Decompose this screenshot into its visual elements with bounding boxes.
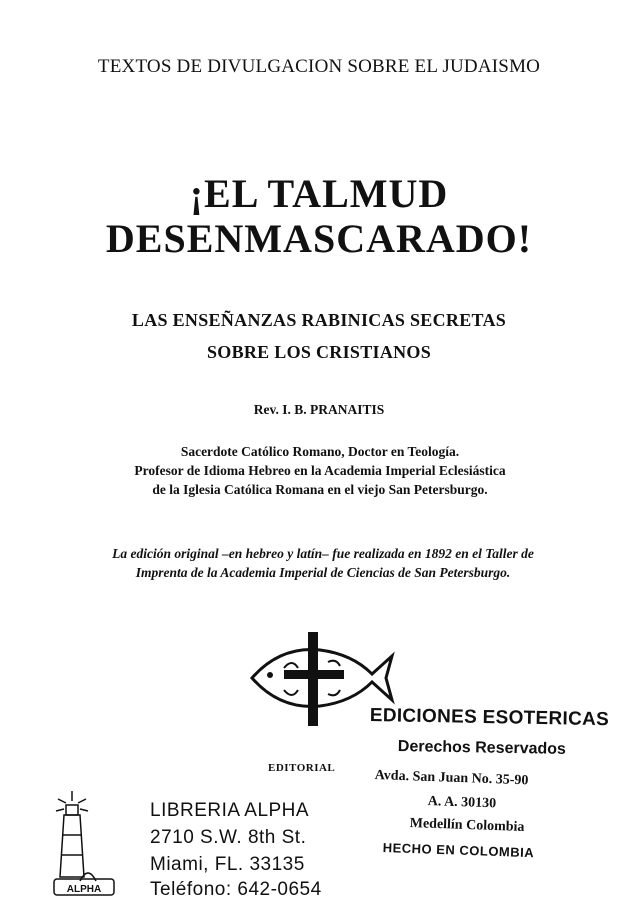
library-address: 2710 S.W. 8th St. (150, 827, 307, 848)
author-credential: Sacerdote Católico Romano, Doctor en Teología. (180, 444, 460, 459)
stamp-po-box: A. A. 30130 (427, 794, 497, 812)
author-credential: de la Iglesia Católica Romana en el viejo San Petersburgo. (152, 482, 488, 497)
author-credential: Profesor de Idioma Hebreo en la Academia Imperial Eclesiástica (134, 463, 506, 478)
stamp-made-in: HECHO EN COLOMBIA (382, 840, 535, 861)
stamp-publisher: EDICIONES ESOTERICAS (369, 705, 610, 731)
edition-note-line2: Imprenta de la Academia Imperial de Ciencias de San Petersburgo. (135, 565, 511, 580)
stamp-address: Avda. San Juan No. 35-90 (374, 768, 529, 789)
stamp-city: Medellín Colombia (409, 816, 525, 835)
library-phone: Teléfono: 642-0654 (150, 879, 322, 900)
author-name: Rev. I. B. PRANAITIS (253, 402, 385, 417)
subtitle-line2: SOBRE LOS CRISTIANOS (206, 342, 432, 362)
series-title: TEXTOS DE DIVULGACION SOBRE EL JUDAISMO (97, 56, 541, 77)
book-title-line2: DESENMASCARADO! (105, 216, 533, 261)
logo-text: ALPHA (66, 884, 102, 895)
subtitle-line1: LAS ENSEÑANZAS RABINICAS SECRETAS (131, 310, 507, 330)
library-name: LIBRERIA ALPHA (150, 800, 310, 821)
editorial-label: EDITORIAL (268, 762, 336, 774)
lighthouse-logo-icon (50, 785, 130, 905)
stamp-rights: Derechos Reservados (397, 738, 567, 758)
library-city: Miami, FL. 33135 (150, 854, 305, 875)
book-title-line1: ¡EL TALMUD (189, 171, 449, 216)
edition-note-line1: La edición original –en hebreo y latín– fue realizada en 1892 en el Taller de (112, 546, 534, 561)
